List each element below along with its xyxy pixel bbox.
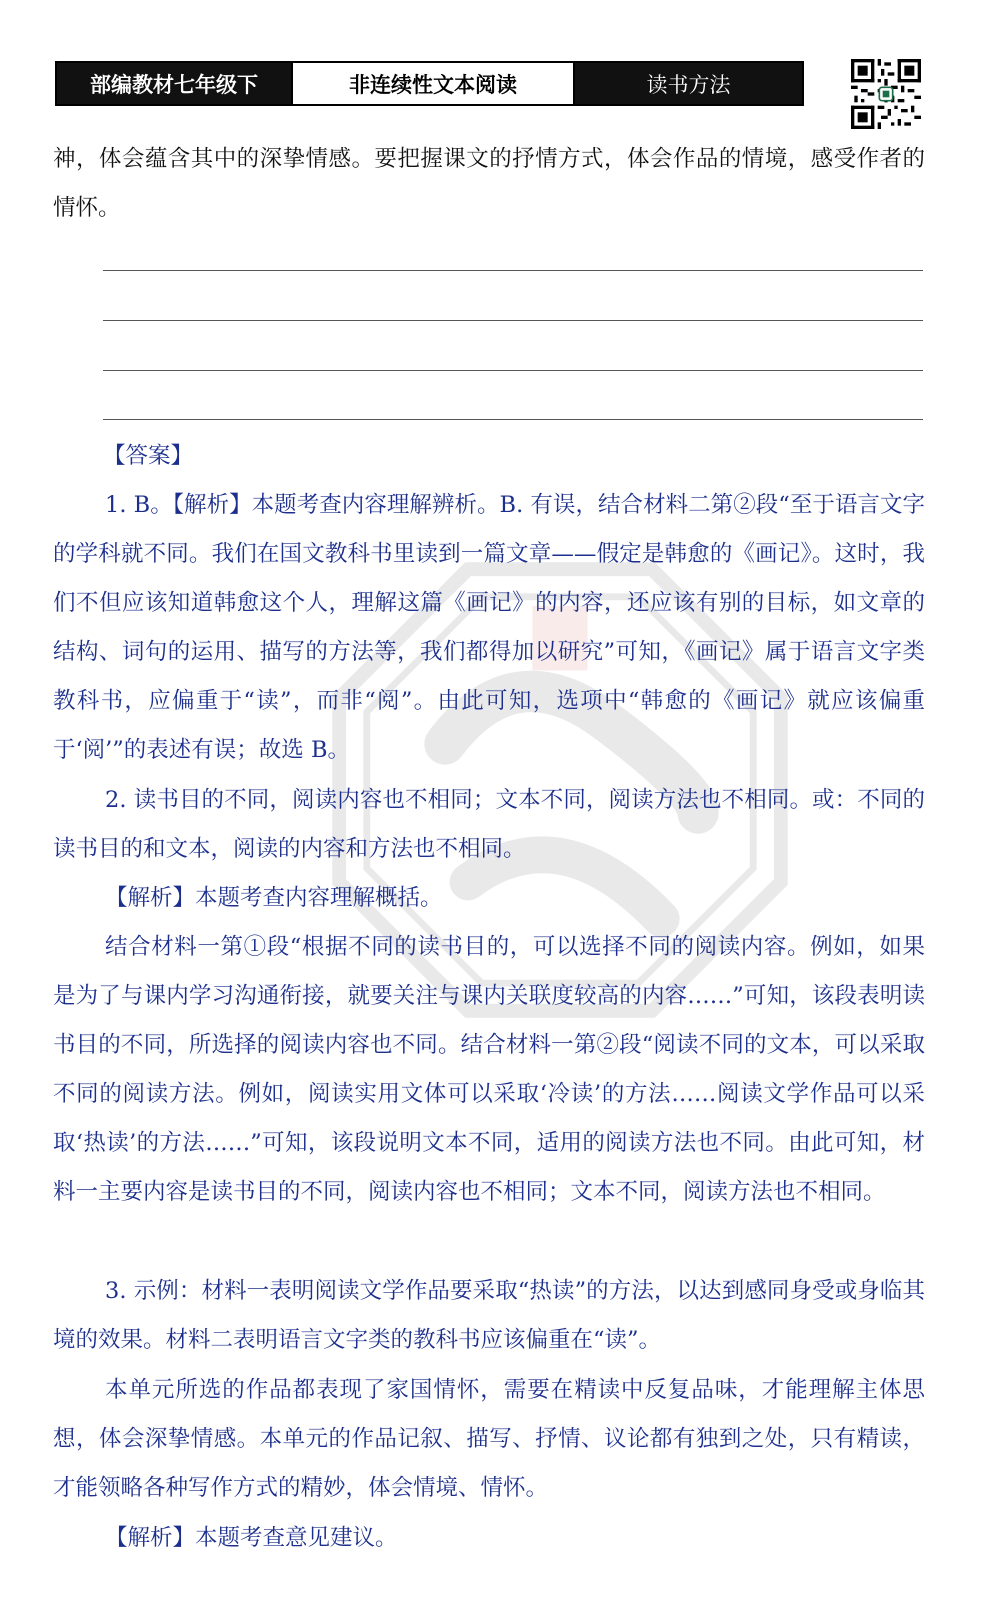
- answer-3-analysis-heading: 【解析】本题考查意见建议。: [105, 1525, 398, 1551]
- header-topic-label: 非连续性文本阅读: [291, 63, 575, 104]
- answer-2-paragraph: 2. 读书目的不同，阅读内容也不相同；文本不同，阅读方法也不相同。或：不同的读书目的和文本，阅读的内容和方法也不相同。: [53, 787, 925, 862]
- answer-1-paragraph: 1. B。【解析】本题考查内容理解辨析。B. 有误，结合材料二第②段“至于语言文字的学科就不同。我们在国文教科书里读到一篇文章——假定是韩愈的《画记》。这时，我们不但应该知道韩愈这个人，理解这篇《画记》的内容，还应该有别的目标，如文章的结构、词句的运用、描写的方法等，我们都得加以研究”可知，《画记》属于语言文字类教科书，应偏重于“读”，而非“阅”。由此可知，选项中“韩愈的《画记》就应该偏重于‘阅’”的表述有误；故选 B。: [53, 492, 925, 763]
- answer-line-1: [103, 270, 923, 271]
- intro-paragraph: 神，体会蕴含其中的深挚情感。要把握课文的抒情方式，体会作品的情境，感受作者的情怀。: [53, 146, 925, 221]
- answer-2-analysis-heading: 【解析】本题考查内容理解概括。: [105, 885, 443, 911]
- page-header: [55, 61, 804, 106]
- answer-3-paragraph: 3. 示例：材料一表明阅读文学作品要采取“热读”的方法，以达到感同身受或身临其境的效果。材料二表明语言文字类的教科书应该偏重在“读”。: [53, 1278, 925, 1353]
- answer-line-2: [103, 320, 923, 321]
- answer-line-4: [103, 419, 923, 420]
- answer-3-continuation: 本单元所选的作品都表现了家国情怀，需要在精读中反复品味，才能理解主体思想，体会深挚情感。本单元的作品记叙、描写、抒情、议论都有独到之处，只有精读，才能领略各种写作方式的精妙，体会情境、情怀。: [53, 1377, 925, 1501]
- answer-line-3: [103, 370, 923, 371]
- answer-2-analysis-paragraph: 结合材料一第①段“根据不同的读书目的，可以选择不同的阅读内容。例如，如果是为了与课内学习沟通衔接，就要关注与课内关联度较高的内容……”可知，该段表明读书目的不同，所选择的阅读内容也不同。结合材料一第②段“阅读不同的文本，可以采取不同的阅读方法。例如，阅读实用文体可以采取‘冷读’的方法……阅读文学作品可以采取‘热读’的方法……”可知，该段说明文本不同，适用的阅读方法也不同。由此可知，材料一主要内容是读书目的不同，阅读内容也不相同；文本不同，阅读方法也不相同。: [53, 934, 925, 1205]
- answer-heading: 【答案】: [103, 443, 194, 469]
- header-section-label: 读书方法: [575, 63, 802, 104]
- header-textbook-label: 部编教材七年级下: [57, 63, 291, 104]
- qr-code-icon: [851, 59, 921, 129]
